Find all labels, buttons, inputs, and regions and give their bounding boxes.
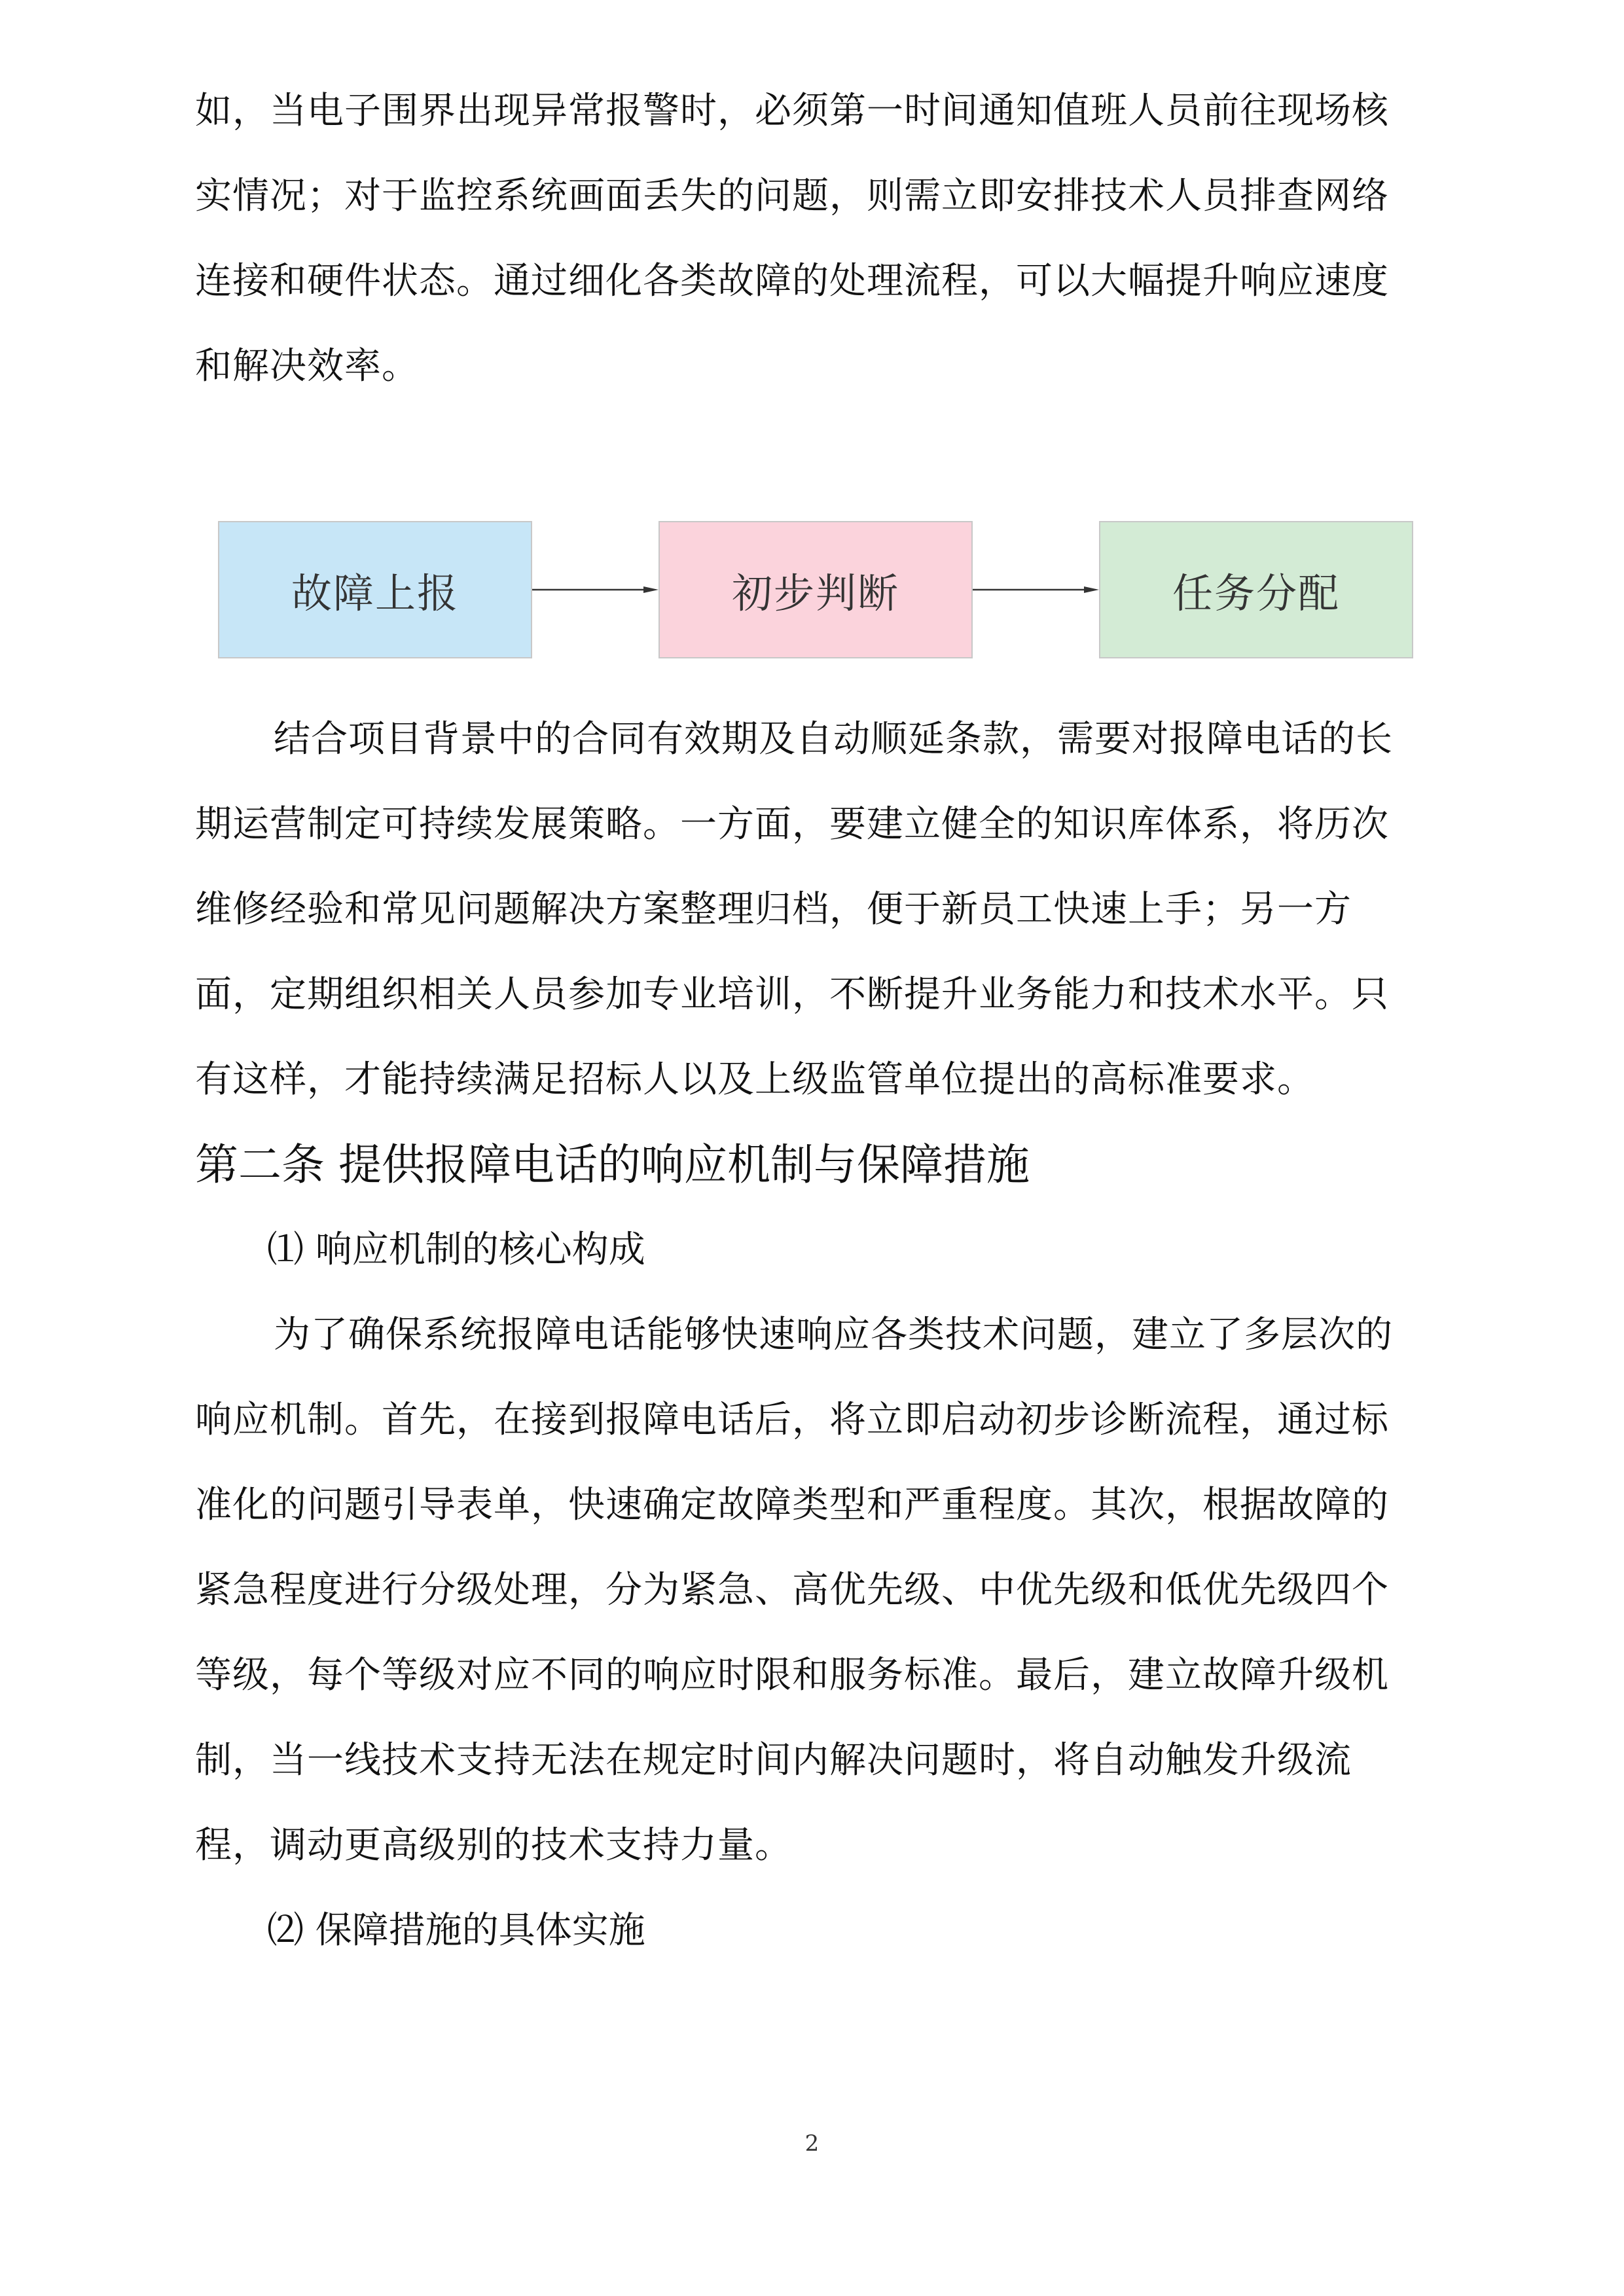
page-number: 2	[804, 2130, 820, 2157]
paragraph-mechanism-line-3: 准化的问题引导表单，快速确定故障类型和严重程度。其次，根据故障的	[195, 1484, 1389, 1526]
paragraph-strategy-line-1: 结合项目背景中的合同有效期及自动顺延条款，需要对报障电话的长	[274, 718, 1393, 761]
subsection-1-title: ⑴ 响应机制的核心构成	[267, 1229, 645, 1271]
flow-step-report-label: 故障上报	[291, 569, 459, 617]
subsection-2-title: ⑵ 保障措施的具体实施	[267, 1909, 645, 1952]
paragraph-mechanism-line-6: 制，当一线技术支持无法在规定时间内解决问题时，将自动触发升级流	[195, 1739, 1352, 1782]
paragraph-top-line-3: 连接和硬件状态。通过细化各类故障的处理流程，可以大幅提升响应速度	[195, 260, 1389, 302]
flow-step-judgement-label: 初步判断	[731, 569, 899, 617]
flow-arrow-1	[532, 586, 659, 593]
flow-step-report	[218, 521, 532, 658]
flow-step-assignment-label: 任务分配	[1172, 569, 1340, 617]
section-title: 第二条 提供报障电话的响应机制与保障措施	[195, 1139, 1030, 1190]
paragraph-strategy-line-5: 有这样，才能持续满足招标人以及上级监管单位提出的高标准要求。	[195, 1058, 1314, 1101]
paragraph-strategy-line-3: 维修经验和常见问题解决方案整理归档，便于新员工快速上手；另一方	[195, 888, 1352, 931]
paragraph-strategy-line-4: 面，定期组织相关人员参加专业培训，不断提升业务能力和技术水平。只	[195, 973, 1389, 1016]
paragraph-mechanism-line-4: 紧急程度进行分级处理，分为紧急、高优先级、中优先级和低优先级四个	[195, 1569, 1389, 1611]
paragraph-top-line-1: 如，当电子围界出现异常报警时，必须第一时间通知值班人员前往现场核	[195, 90, 1389, 132]
paragraph-mechanism-line-7: 程，调动更高级别的技术支持力量。	[195, 1824, 792, 1867]
paragraph-mechanism-line-2: 响应机制。首先，在接到报障电话后，将立即启动初步诊断流程，通过标	[195, 1399, 1389, 1441]
paragraph-strategy-line-2: 期运营制定可持续发展策略。一方面，要建立健全的知识库体系，将历次	[195, 803, 1389, 846]
paragraph-mechanism-line-1: 为了确保系统报障电话能够快速响应各类技术问题，建立了多层次的	[274, 1314, 1393, 1356]
paragraph-mechanism-line-5: 等级，每个等级对应不同的响应时限和服务标准。最后，建立故障升级机	[195, 1654, 1389, 1696]
flow-arrow-2	[973, 586, 1099, 593]
paragraph-top-line-2: 实情况；对于监控系统画面丢失的问题，则需立即安排技术人员排查网络	[195, 175, 1389, 217]
paragraph-top-line-4: 和解决效率。	[195, 345, 419, 387]
flow-step-assignment	[1099, 521, 1413, 658]
flow-step-judgement	[659, 521, 973, 658]
